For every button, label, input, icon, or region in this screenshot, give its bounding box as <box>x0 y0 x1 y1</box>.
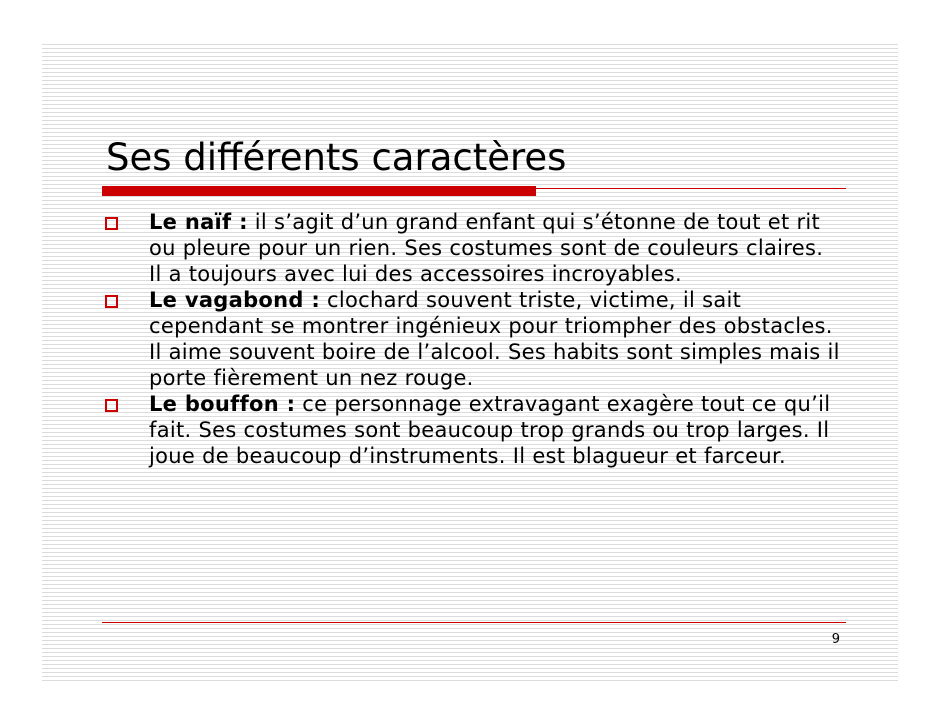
bullet-term: Le bouffon : <box>149 392 296 416</box>
footer-rule <box>102 622 846 623</box>
bullet-item-vagabond <box>102 287 842 391</box>
bullet-text: clochard souvent triste, victime, il sait cependant se montrer ingénieux pour triompher des obstacles. Il aime souvent boire de l’alcool. Ses habits sont simples mais il porte fièrement un nez rouge. <box>149 288 840 390</box>
bullet-item-naif <box>102 209 842 287</box>
title-underline-rule <box>536 188 846 189</box>
title-underline-bar <box>102 186 536 196</box>
bullet-term: Le naïf : <box>149 210 248 234</box>
bullet-text: ce personnage extravagant exagère tout ce qu’il fait. Ses costumes sont beaucoup trop grands ou trop larges. Il joue de beaucoup d’instruments. Il est blagueur et farceur. <box>149 392 831 468</box>
hollow-square-bullet-icon <box>105 217 118 230</box>
bullet-list <box>102 209 842 469</box>
slide-title: Ses différents caractères <box>106 136 567 179</box>
hollow-square-bullet-icon <box>105 295 118 308</box>
hollow-square-bullet-icon <box>105 399 118 412</box>
bullet-term: Le vagabond : <box>149 288 321 312</box>
bullet-text: il s’agit d’un grand enfant qui s’étonne de tout et rit ou pleure pour un rien. Ses costumes sont de couleurs claires. Il a toujours avec lui des accessoires incroyables. <box>149 210 824 286</box>
page-number: 9 <box>831 632 840 647</box>
bullet-item-bouffon <box>102 391 842 469</box>
